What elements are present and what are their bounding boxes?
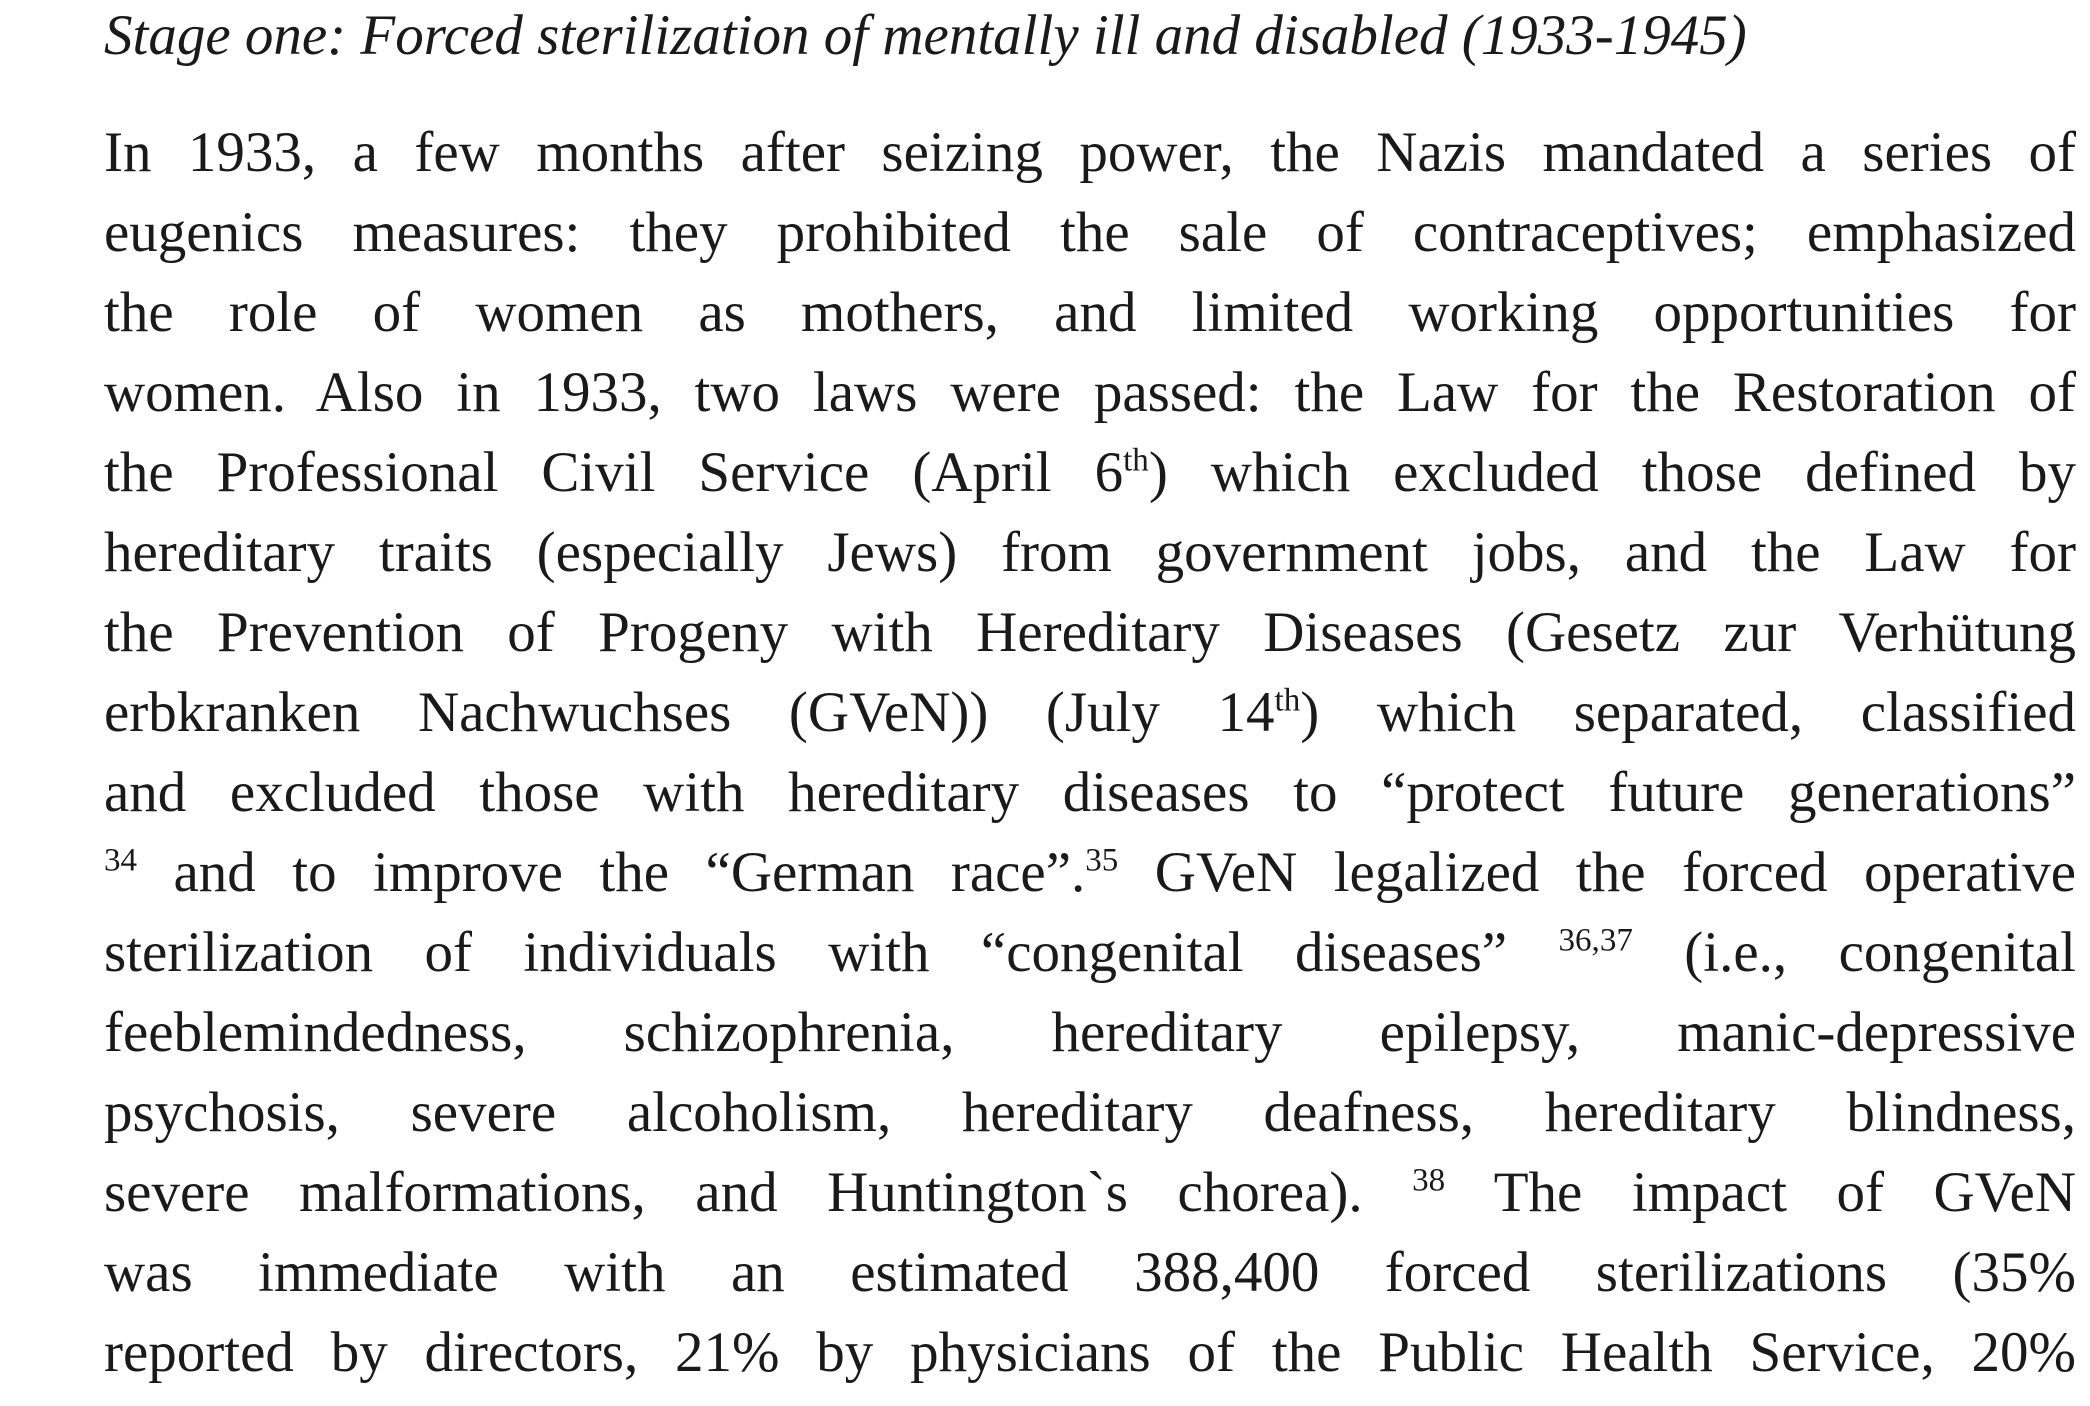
line-text: psychosis, severe alcoholism, hereditary deafness, hereditary blindness, [104,1081,2076,1144]
line-text: erbkranken Nachwuchses (GVeN)) (July 14 [104,681,1275,744]
paragraph-line [104,113,2076,193]
paragraph-line [104,993,2076,1073]
ordinal-superscript: th [1274,682,1301,719]
paragraph-line [104,273,2076,353]
paragraph-line [104,673,2076,753]
paragraph-line [104,433,2076,513]
paragraph-line [104,1233,2076,1313]
line-text: sterilization of individuals with “congenital diseases” [104,921,1559,984]
line-text: and excluded those with hereditary diseases to “protect future generations” [104,761,2076,824]
paragraph-line [104,1073,2076,1153]
line-text: In 1933, a few months after seizing power, the Nazis mandated a series of [104,121,2076,184]
paragraph-line [104,913,2076,993]
ordinal-superscript: th [1123,442,1149,479]
paragraph-line [104,1153,2076,1233]
line-text: ) which separated, classified [1300,681,2076,744]
line-text: eugenics measures: they prohibited the sale of contraceptives; emphasized [104,201,2076,264]
line-text: feeblemindedness, schizophrenia, hereditary epilepsy, manic-depressive [104,1001,2076,1064]
citation-superscript: 35 [1085,842,1119,879]
paragraph-line [104,593,2076,673]
line-text: was immediate with an estimated 388,400 forced sterilizations (35% [104,1241,2076,1304]
paragraph-line [104,193,2076,273]
paragraph-line [104,353,2076,433]
line-text: GVeN legalized the forced operative [1118,841,2077,904]
line-text: The impact of GVeN [1445,1161,2076,1224]
paragraph-line [104,833,2076,913]
line-text: hereditary traits (especially Jews) from government jobs, and the Law for [104,521,2076,584]
line-text: ) which excluded those defined by [1148,441,2076,504]
body-paragraph [104,113,2076,1393]
citation-superscript: 36,37 [1558,922,1633,959]
paragraph-line [104,753,2076,833]
line-text: and to improve the “German race”. [137,841,1086,904]
line-text: the Professional Civil Service (April 6 [104,441,1124,504]
line-text: the Prevention of Progeny with Hereditary Diseases (Gesetz zur Verhütung [104,601,2076,664]
paragraph-line [104,1313,2076,1393]
citation-superscript: 38 [1412,1162,1446,1199]
section-heading: Stage one: Forced sterilization of mentally ill and disabled (1933-1945) [104,4,1747,67]
document-page [104,0,2076,1406]
line-text: severe malformations, and Huntington`s chorea). [104,1161,1413,1224]
line-text: reported by directors, 21% by physicians of the Public Health Service, 20% [104,1321,2076,1384]
line-text: the role of women as mothers, and limited working opportunities for [104,281,2076,344]
paragraph-line [104,513,2076,593]
line-text: women. Also in 1933, two laws were passed: the Law for the Restoration of [104,361,2076,424]
line-text: (i.e., congenital [1632,921,2076,984]
citation-superscript: 34 [104,842,138,879]
